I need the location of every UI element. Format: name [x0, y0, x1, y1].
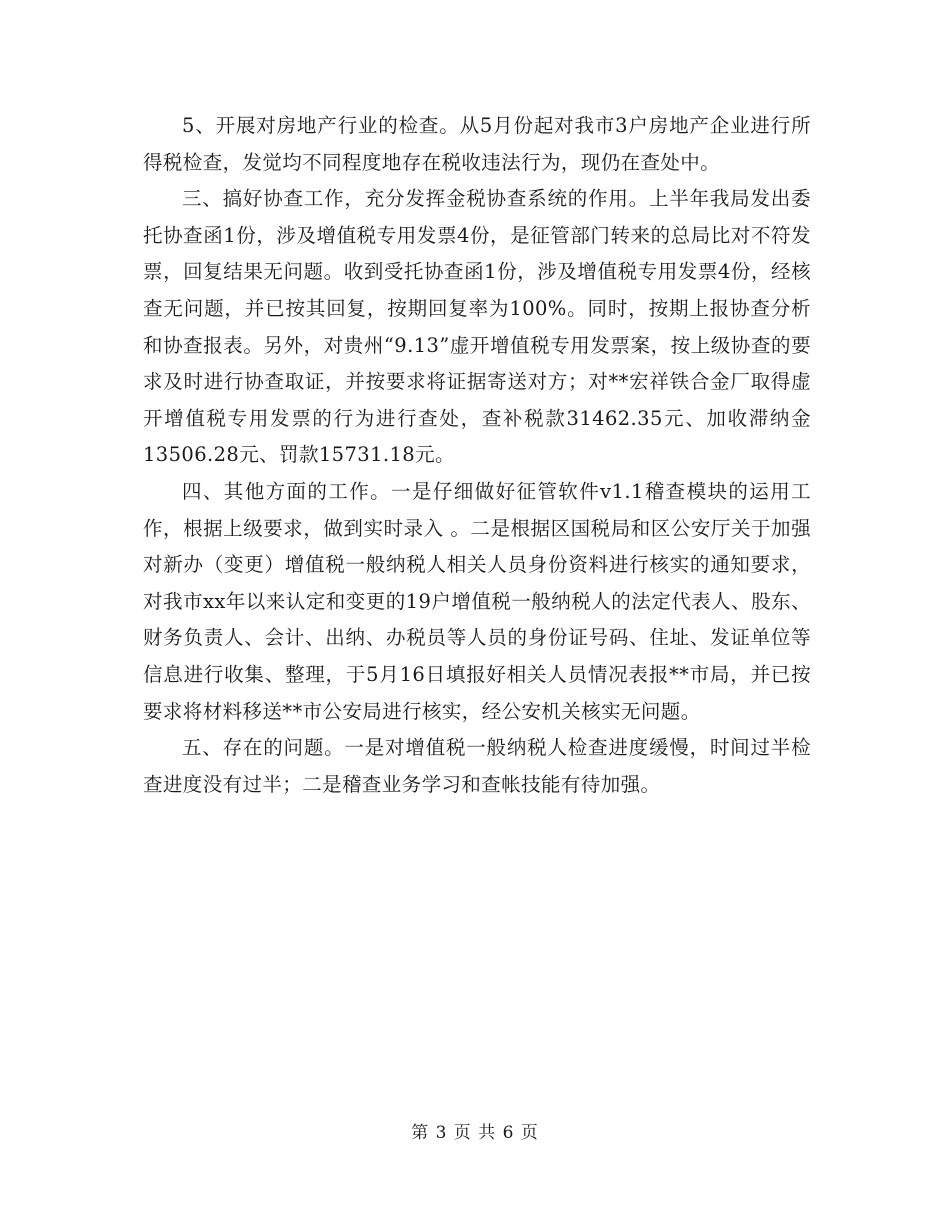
paragraph-real-estate-inspection: 5、开展对房地产行业的检查。从5月份起对我市3户房地产企业进行所得税检查，发觉均不同程度地存在税收违法行为，现仍在查处中。 [143, 114, 811, 174]
paragraph-existing-problems: 五、存在的问题。一是对增值税一般纳税人检查进度缓慢，时间过半检查进度没有过半；二是稽查业务学习和查帐技能有待加强。 [143, 736, 811, 796]
paragraph-other-work: 四、其他方面的工作。一是仔细做好征管软件v1.1稽查模块的运用工作，根据上级要求，做到实时录入 。二是根据区国税局和区公安厅关于加强对新办（变更）增值税一般纳税人相关人员身份资料进行核实的通知要求，对我市xx年以来认定和变更的19户增值税一般纳税人的法定代表人、股东、财务负责人、会计、出纳、办税员等人员的身份证号码、住址、发证单位等信息进行收集、整理，于5月16日填报好相关人员情况表报**市局，并已按要求将材料移送**市公安局进行核实，经公安机关核实无问题。 [143, 479, 811, 723]
page-number-footer: 第 3 页 共 6 页 [411, 1123, 539, 1143]
document-body [143, 108, 811, 803]
paragraph-coordinated-investigation: 三、搞好协查工作，充分发挥金税协查系统的作用。上半年我局发出委托协查函1份，涉及增值税专用发票4份，是征管部门转来的总局比对不符发票，回复结果无问题。收到受托协查函1份，涉及增值税专用发票4份，经核查无问题，并已按其回复，按期回复率为100%。同时，按期上报协查分析和协查报表。另外，对贵州“9.13”虚开增值税专用发票案，按上级协查的要求及时进行协查取证，并按要求将证据寄送对方；对**宏祥铁合金厂取得虚开增值税专用发票的行为进行查处，查补税款31462.35元、加收滞纳金13506.28元、罚款15731.18元。 [143, 187, 811, 467]
